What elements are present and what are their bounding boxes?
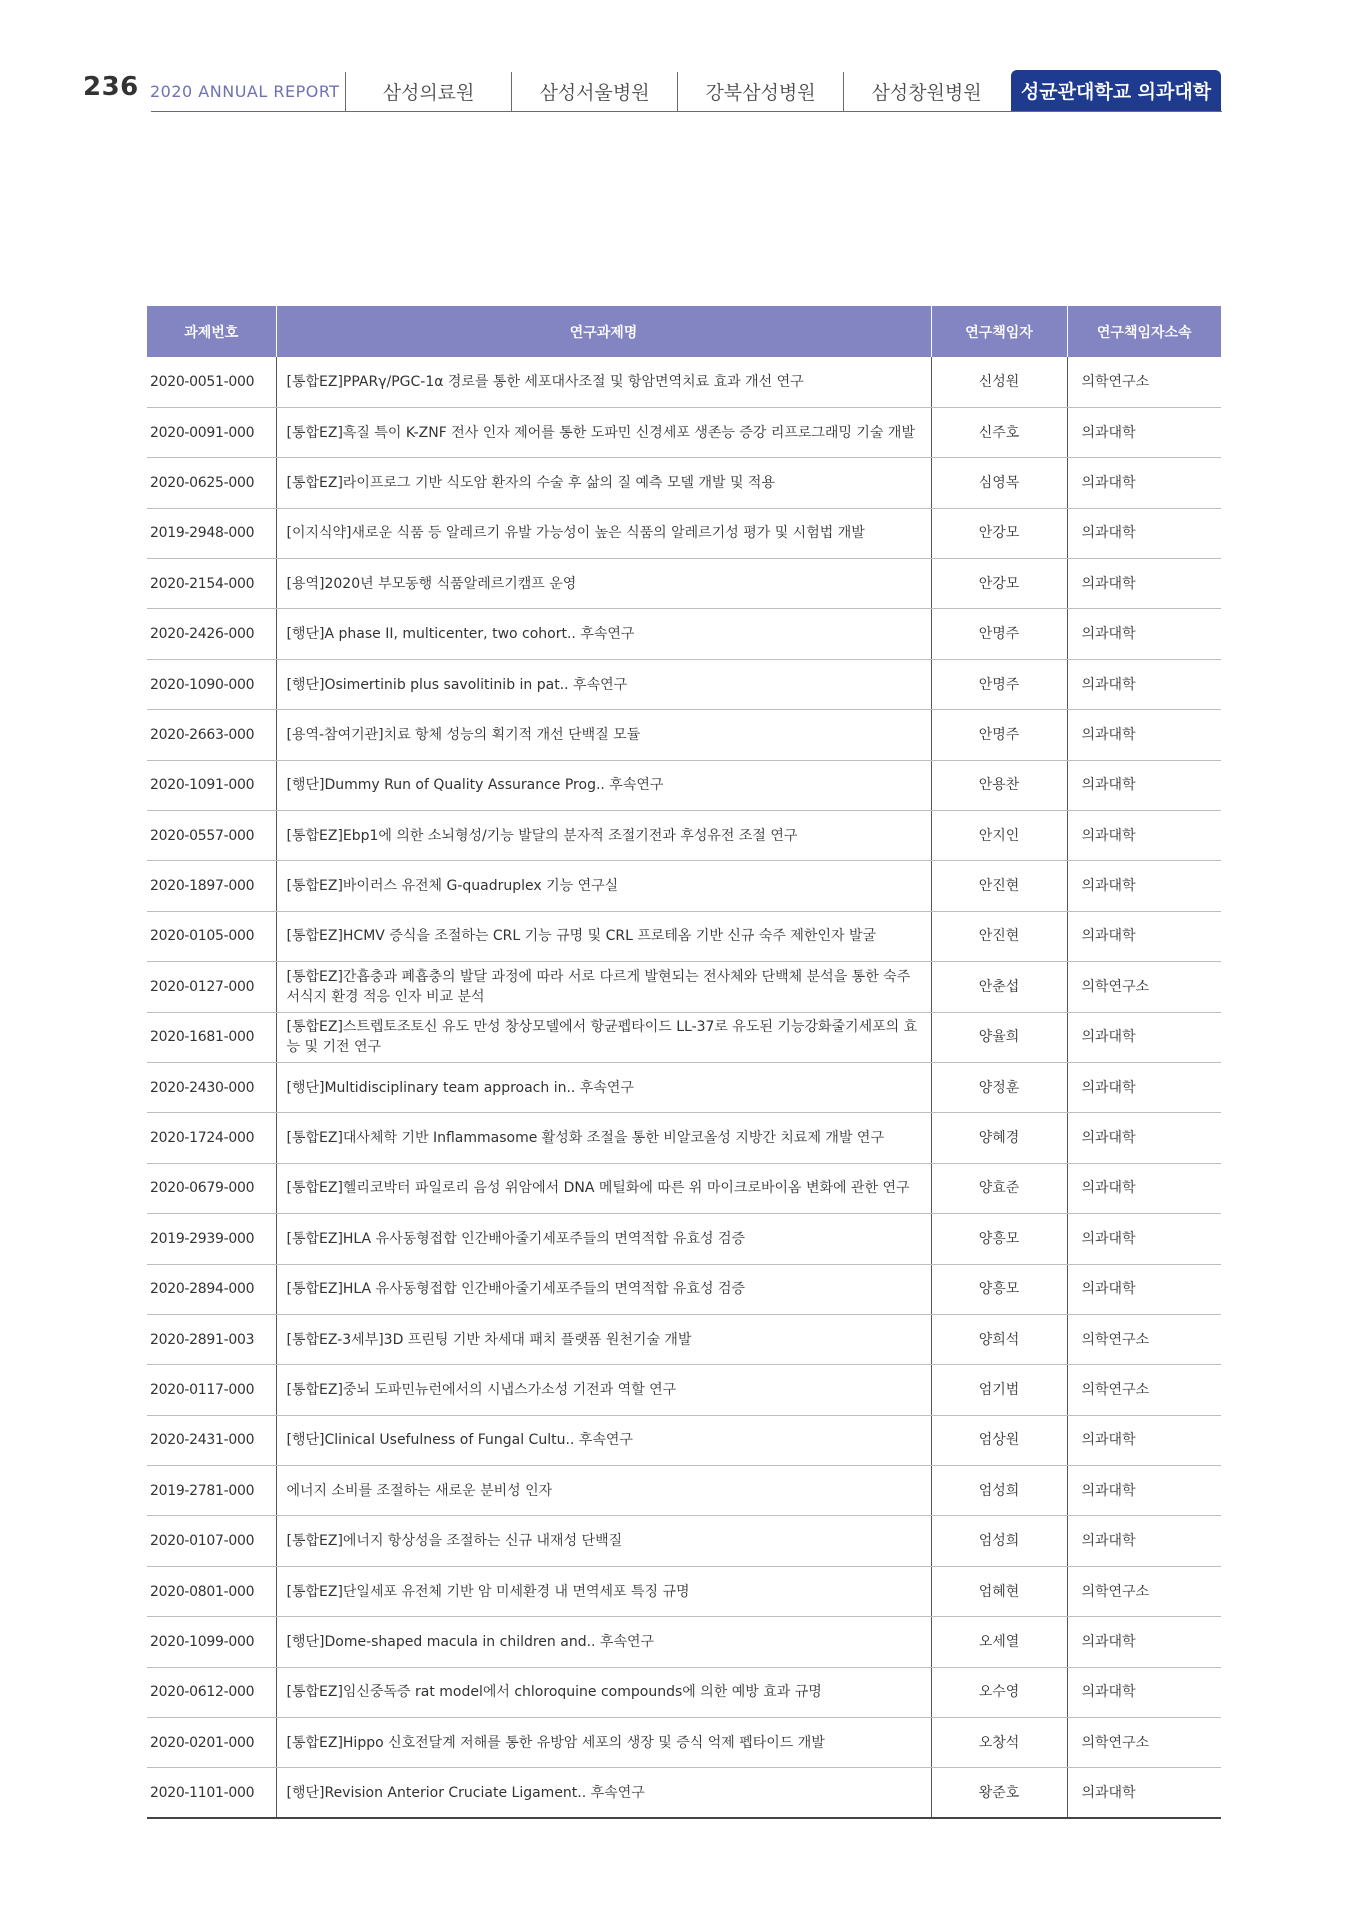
principal-investigator-cell: 엄기범 xyxy=(931,1365,1067,1415)
project-title-cell: [통합EZ]스트렙토조토신 유도 만성 창상모델에서 항균펩타이드 LL-37로 유도된 기능강화줄기세포의 효능 및 기전 연구 xyxy=(276,1012,931,1062)
principal-investigator-cell: 신성원 xyxy=(931,357,1067,407)
affiliation-cell: 의과대학 xyxy=(1067,1214,1221,1264)
project-title-cell: [행단]Dummy Run of Quality Assurance Prog.. 후속연구 xyxy=(276,760,931,810)
principal-investigator-cell: 양정훈 xyxy=(931,1062,1067,1112)
project-id-cell: 2020-1897-000 xyxy=(147,861,276,911)
project-id-cell: 2020-1099-000 xyxy=(147,1617,276,1667)
affiliation-cell: 의과대학 xyxy=(1067,1466,1221,1516)
project-id-cell: 2019-2939-000 xyxy=(147,1214,276,1264)
project-id-cell: 2020-2154-000 xyxy=(147,559,276,609)
affiliation-cell: 의과대학 xyxy=(1067,458,1221,508)
project-title-cell: [통합EZ]임신중독증 rat model에서 chloroquine compounds에 의한 예방 효과 규명 xyxy=(276,1667,931,1717)
project-title-cell: [통합EZ]간흡충과 폐흡충의 발달 과정에 따라 서로 다르게 발현되는 전사체와 단백체 분석을 통한 숙주 서식지 환경 적응 인자 비교 분석 xyxy=(276,962,931,1012)
affiliation-cell: 의학연구소 xyxy=(1067,1718,1221,1768)
table-row xyxy=(147,1718,1221,1768)
project-id-cell: 2020-0091-000 xyxy=(147,407,276,457)
column-header-project-id: 과제번호 xyxy=(147,306,276,357)
table-row xyxy=(147,1365,1221,1415)
table-row xyxy=(147,1566,1221,1616)
project-title-cell: [통합EZ]HLA 유사동형접합 인간배아줄기세포주들의 면역적합 유효성 검증 xyxy=(276,1214,931,1264)
table-row xyxy=(147,1062,1221,1112)
page-number: 236 xyxy=(83,72,139,102)
principal-investigator-cell: 오수영 xyxy=(931,1667,1067,1717)
project-title-cell: [용역-참여기관]치료 항체 성능의 획기적 개선 단백질 모듈 xyxy=(276,710,931,760)
project-id-cell: 2020-0612-000 xyxy=(147,1667,276,1717)
project-id-cell: 2020-0801-000 xyxy=(147,1566,276,1616)
project-id-cell: 2020-2894-000 xyxy=(147,1264,276,1314)
project-title-cell: [통합EZ]HCMV 증식을 조절하는 CRL 기능 규명 및 CRL 프로테옴 기반 신규 숙주 제한인자 발굴 xyxy=(276,911,931,961)
table-row xyxy=(147,659,1221,709)
table-row xyxy=(147,609,1221,659)
affiliation-cell: 의과대학 xyxy=(1067,1516,1221,1566)
table-row xyxy=(147,911,1221,961)
project-id-cell: 2020-0127-000 xyxy=(147,962,276,1012)
section-tabs xyxy=(345,72,1221,111)
project-id-cell: 2020-0107-000 xyxy=(147,1516,276,1566)
project-title-cell: [통합EZ]헬리코박터 파일로리 음성 위암에서 DNA 메틸화에 따른 위 마이크로바이옴 변화에 관한 연구 xyxy=(276,1163,931,1213)
affiliation-cell: 의과대학 xyxy=(1067,1113,1221,1163)
affiliation-cell: 의학연구소 xyxy=(1067,1566,1221,1616)
principal-investigator-cell: 안용찬 xyxy=(931,760,1067,810)
affiliation-cell: 의과대학 xyxy=(1067,1163,1221,1213)
table-row xyxy=(147,559,1221,609)
project-title-cell: [통합EZ-3세부]3D 프린팅 기반 차세대 패치 플랫폼 원천기술 개발 xyxy=(276,1314,931,1364)
affiliation-cell: 의과대학 xyxy=(1067,508,1221,558)
table-row xyxy=(147,1617,1221,1667)
project-id-cell: 2020-1724-000 xyxy=(147,1113,276,1163)
project-title-cell: [통합EZ]단일세포 유전체 기반 암 미세환경 내 면역세포 특징 규명 xyxy=(276,1566,931,1616)
table-row xyxy=(147,1314,1221,1364)
project-title-cell: [행단]Revision Anterior Cruciate Ligament.. 후속연구 xyxy=(276,1768,931,1818)
project-title-cell: [통합EZ]대사체학 기반 Inflammasome 활성화 조절을 통한 비알코올성 지방간 치료제 개발 연구 xyxy=(276,1113,931,1163)
affiliation-cell: 의과대학 xyxy=(1067,1768,1221,1818)
tab-samsung-seoul-hospital[interactable]: 삼성서울병원 xyxy=(511,72,677,111)
principal-investigator-cell: 안지인 xyxy=(931,811,1067,861)
project-id-cell: 2020-0117-000 xyxy=(147,1365,276,1415)
project-title-cell: [이지식약]새로운 식품 등 알레르기 유발 가능성이 높은 식품의 알레르기성 평가 및 시험법 개발 xyxy=(276,508,931,558)
project-id-cell: 2020-0679-000 xyxy=(147,1163,276,1213)
table-row xyxy=(147,1163,1221,1213)
report-label: 2020 ANNUAL REPORT xyxy=(150,82,340,101)
project-id-cell: 2020-2431-000 xyxy=(147,1415,276,1465)
project-id-cell: 2020-0105-000 xyxy=(147,911,276,961)
project-title-cell: [통합EZ]HLA 유사동형접합 인간배아줄기세포주들의 면역적합 유효성 검증 xyxy=(276,1264,931,1314)
affiliation-cell: 의과대학 xyxy=(1067,861,1221,911)
principal-investigator-cell: 엄성희 xyxy=(931,1516,1067,1566)
affiliation-cell: 의과대학 xyxy=(1067,407,1221,457)
principal-investigator-cell: 안진현 xyxy=(931,861,1067,911)
principal-investigator-cell: 안진현 xyxy=(931,911,1067,961)
affiliation-cell: 의과대학 xyxy=(1067,710,1221,760)
project-id-cell: 2020-2426-000 xyxy=(147,609,276,659)
principal-investigator-cell: 양효준 xyxy=(931,1163,1067,1213)
affiliation-cell: 의과대학 xyxy=(1067,1617,1221,1667)
project-id-cell: 2020-2430-000 xyxy=(147,1062,276,1112)
affiliation-cell: 의과대학 xyxy=(1067,1415,1221,1465)
project-id-cell: 2020-0625-000 xyxy=(147,458,276,508)
project-id-cell: 2019-2948-000 xyxy=(147,508,276,558)
project-title-cell: [행단]Dome-shaped macula in children and.. 후속연구 xyxy=(276,1617,931,1667)
project-id-cell: 2019-2781-000 xyxy=(147,1466,276,1516)
principal-investigator-cell: 안강모 xyxy=(931,559,1067,609)
table-body xyxy=(147,357,1221,1818)
affiliation-cell: 의학연구소 xyxy=(1067,357,1221,407)
project-title-cell: [행단]Osimertinib plus savolitinib in pat.. 후속연구 xyxy=(276,659,931,709)
table-row xyxy=(147,1264,1221,1314)
principal-investigator-cell: 양흥모 xyxy=(931,1214,1067,1264)
project-id-cell: 2020-1101-000 xyxy=(147,1768,276,1818)
principal-investigator-cell: 엄혜현 xyxy=(931,1566,1067,1616)
affiliation-cell: 의과대학 xyxy=(1067,760,1221,810)
table-row xyxy=(147,1214,1221,1264)
project-id-cell: 2020-0557-000 xyxy=(147,811,276,861)
principal-investigator-cell: 심영목 xyxy=(931,458,1067,508)
table-row xyxy=(147,861,1221,911)
table-row xyxy=(147,1113,1221,1163)
header-divider xyxy=(151,111,1222,112)
project-id-cell: 2020-0051-000 xyxy=(147,357,276,407)
table-row xyxy=(147,1768,1221,1818)
table-row xyxy=(147,962,1221,1012)
affiliation-cell: 의과대학 xyxy=(1067,811,1221,861)
table-row xyxy=(147,458,1221,508)
table-row xyxy=(147,1667,1221,1717)
column-header-affiliation: 연구책임자소속 xyxy=(1067,306,1221,357)
affiliation-cell: 의과대학 xyxy=(1067,609,1221,659)
page-header xyxy=(0,0,1357,120)
principal-investigator-cell: 왕준호 xyxy=(931,1768,1067,1818)
principal-investigator-cell: 엄상원 xyxy=(931,1415,1067,1465)
principal-investigator-cell: 양율희 xyxy=(931,1012,1067,1062)
affiliation-cell: 의학연구소 xyxy=(1067,1314,1221,1364)
project-title-cell: [행단]A phase II, multicenter, two cohort.. 후속연구 xyxy=(276,609,931,659)
affiliation-cell: 의과대학 xyxy=(1067,911,1221,961)
project-id-cell: 2020-1090-000 xyxy=(147,659,276,709)
principal-investigator-cell: 안강모 xyxy=(931,508,1067,558)
table-header-row xyxy=(147,306,1221,357)
affiliation-cell: 의학연구소 xyxy=(1067,1365,1221,1415)
table-row xyxy=(147,357,1221,407)
research-projects-table xyxy=(147,306,1221,1819)
table-row xyxy=(147,1466,1221,1516)
project-title-cell: [통합EZ]에너지 항상성을 조절하는 신규 내재성 단백질 xyxy=(276,1516,931,1566)
project-title-cell: [통합EZ]중뇌 도파민뉴런에서의 시냅스가소성 기전과 역할 연구 xyxy=(276,1365,931,1415)
table-row xyxy=(147,710,1221,760)
principal-investigator-cell: 양희석 xyxy=(931,1314,1067,1364)
principal-investigator-cell: 양흥모 xyxy=(931,1264,1067,1314)
table-row xyxy=(147,407,1221,457)
project-title-cell: [용역]2020년 부모동행 식품알레르기캠프 운영 xyxy=(276,559,931,609)
project-title-cell: [통합EZ]라이프로그 기반 식도암 환자의 수술 후 삶의 질 예측 모델 개발 및 적용 xyxy=(276,458,931,508)
project-id-cell: 2020-1091-000 xyxy=(147,760,276,810)
principal-investigator-cell: 안춘섭 xyxy=(931,962,1067,1012)
affiliation-cell: 의과대학 xyxy=(1067,1062,1221,1112)
tab-kangbuk-samsung-hospital[interactable]: 강북삼성병원 xyxy=(677,72,843,111)
project-title-cell: [통합EZ]흑질 특이 K-ZNF 전사 인자 제어를 통한 도파민 신경세포 생존능 증강 리프로그래밍 기술 개발 xyxy=(276,407,931,457)
project-title-cell: [행단]Clinical Usefulness of Fungal Cultu.. 후속연구 xyxy=(276,1415,931,1465)
affiliation-cell: 의과대학 xyxy=(1067,559,1221,609)
tab-skku-school-of-medicine[interactable]: 성균관대학교 의과대학 xyxy=(1011,70,1221,111)
table-row xyxy=(147,760,1221,810)
table-row xyxy=(147,1516,1221,1566)
principal-investigator-cell: 안명주 xyxy=(931,609,1067,659)
principal-investigator-cell: 안명주 xyxy=(931,659,1067,709)
affiliation-cell: 의과대학 xyxy=(1067,1012,1221,1062)
affiliation-cell: 의과대학 xyxy=(1067,659,1221,709)
principal-investigator-cell: 오창석 xyxy=(931,1718,1067,1768)
table-row xyxy=(147,1415,1221,1465)
affiliation-cell: 의과대학 xyxy=(1067,1264,1221,1314)
project-id-cell: 2020-2891-003 xyxy=(147,1314,276,1364)
tab-samsung-medical-center[interactable]: 삼성의료원 xyxy=(345,72,511,111)
principal-investigator-cell: 오세열 xyxy=(931,1617,1067,1667)
project-title-cell: [행단]Multidisciplinary team approach in.. 후속연구 xyxy=(276,1062,931,1112)
column-header-project-title: 연구과제명 xyxy=(276,306,931,357)
project-title-cell: [통합EZ]PPARγ/PGC-1α 경로를 통한 세포대사조절 및 항암면역치료 효과 개선 연구 xyxy=(276,357,931,407)
affiliation-cell: 의학연구소 xyxy=(1067,962,1221,1012)
project-id-cell: 2020-1681-000 xyxy=(147,1012,276,1062)
tab-samsung-changwon-hospital[interactable]: 삼성창원병원 xyxy=(843,72,1009,111)
table-row xyxy=(147,811,1221,861)
project-title-cell: 에너지 소비를 조절하는 새로운 분비성 인자 xyxy=(276,1466,931,1516)
table-row xyxy=(147,508,1221,558)
principal-investigator-cell: 양혜경 xyxy=(931,1113,1067,1163)
column-header-principal-investigator: 연구책임자 xyxy=(931,306,1067,357)
affiliation-cell: 의과대학 xyxy=(1067,1667,1221,1717)
principal-investigator-cell: 엄성희 xyxy=(931,1466,1067,1516)
project-title-cell: [통합EZ]바이러스 유전체 G-quadruplex 기능 연구실 xyxy=(276,861,931,911)
principal-investigator-cell: 신주호 xyxy=(931,407,1067,457)
principal-investigator-cell: 안명주 xyxy=(931,710,1067,760)
project-id-cell: 2020-0201-000 xyxy=(147,1718,276,1768)
project-id-cell: 2020-2663-000 xyxy=(147,710,276,760)
project-title-cell: [통합EZ]Ebp1에 의한 소뇌형성/기능 발달의 분자적 조절기전과 후성유전 조절 연구 xyxy=(276,811,931,861)
project-title-cell: [통합EZ]Hippo 신호전달계 저해를 통한 유방암 세포의 생장 및 증식 억제 펩타이드 개발 xyxy=(276,1718,931,1768)
table-row xyxy=(147,1012,1221,1062)
